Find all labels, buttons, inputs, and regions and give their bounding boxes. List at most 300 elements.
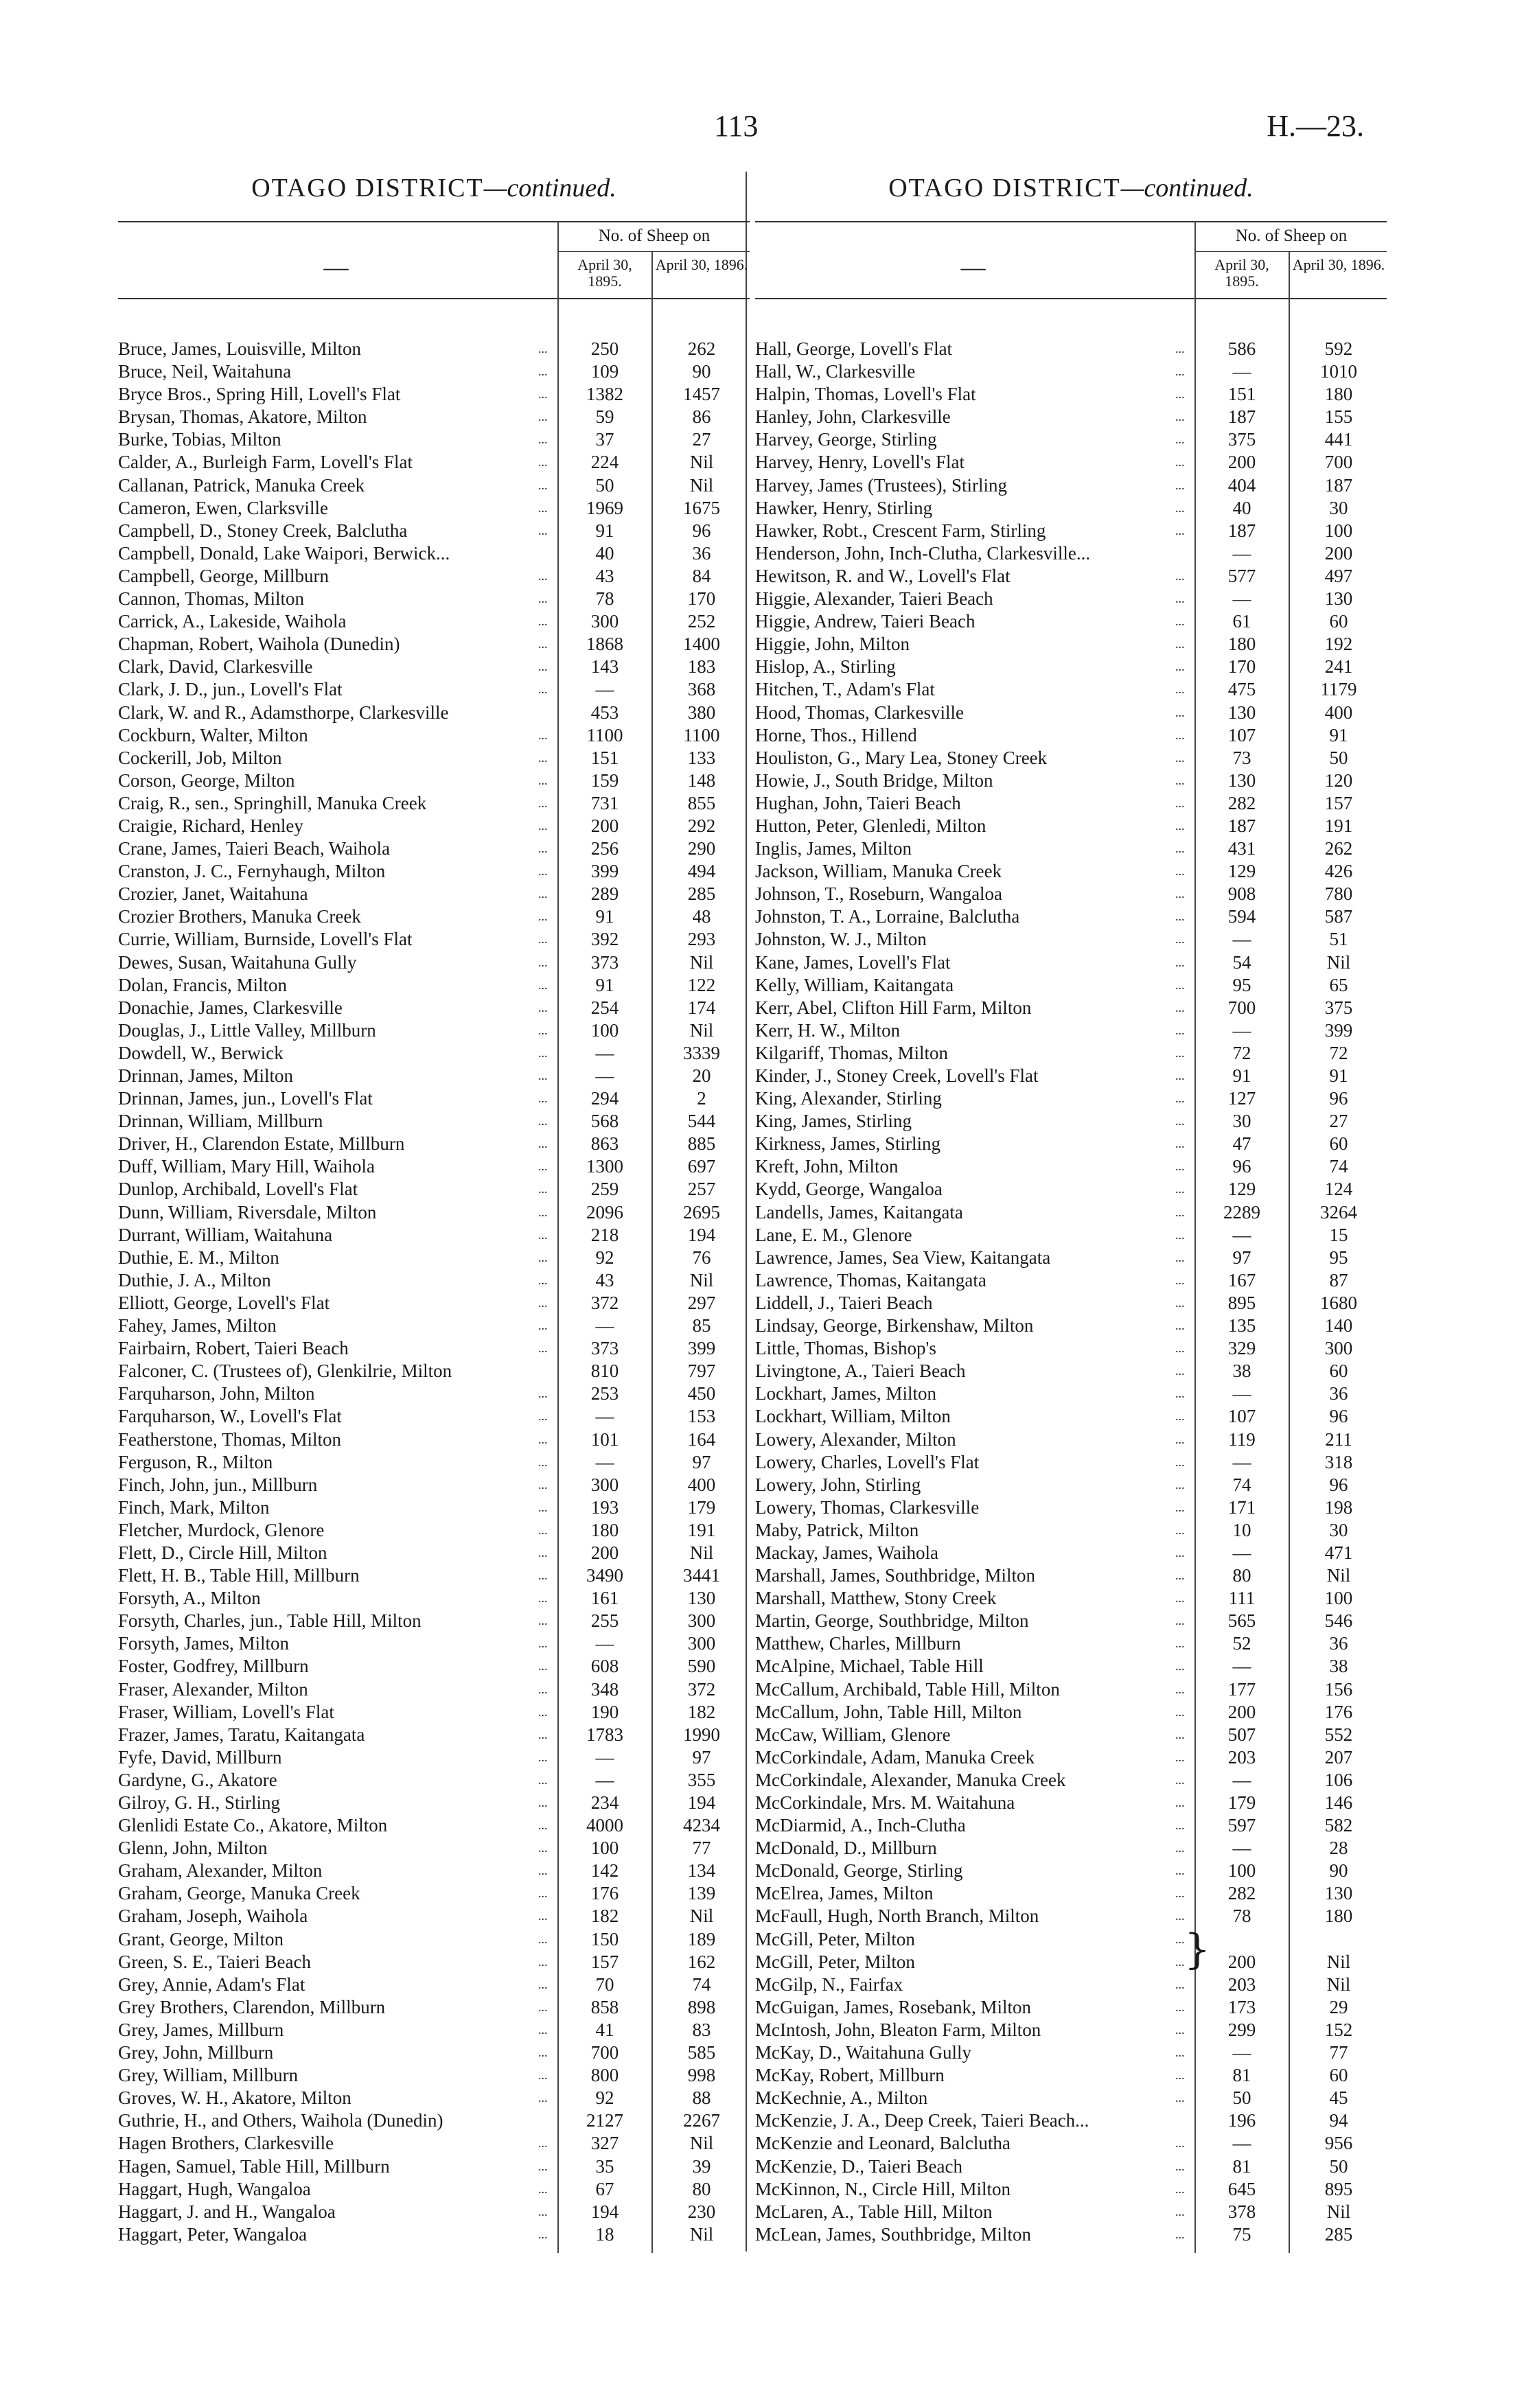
sheep-april-1895: — [595,1315,614,1336]
entry-name: McLean, James, Southbridge, Milton [755,2223,1031,2245]
table-row [118,1065,750,1087]
sheep-april-1895: 119 [1228,1428,1256,1450]
table-row [755,2223,1387,2246]
leader-dots: ... [538,2091,548,2105]
entry-name: Hutton, Peter, Glenledi, Milton [755,815,986,836]
leader-dots: ... [1175,660,1185,674]
entry-name: Lowery, Alexander, Milton [755,1428,956,1450]
entry-name: Campbell, Donald, Lake Waipori, Berwick... [118,542,450,564]
entry-name: Guthrie, H., and Others, Waihola (Dunedin) [118,2110,443,2131]
leader-dots: ... [538,2000,548,2014]
sheep-april-1896: 74 [1329,1156,1348,1177]
sheep-april-1895: 73 [1232,747,1251,768]
leader-dots: ... [538,2159,548,2173]
leader-dots: ... [538,1137,548,1151]
table-row [755,1973,1387,1996]
table-row [755,2064,1387,2087]
table-row [755,1269,1387,1292]
right-column-title [755,173,1387,203]
leader-dots: ... [1175,818,1185,833]
entry-name: Crane, James, Taieri Beach, Waihola [118,838,391,859]
leader-dots: ... [538,682,548,697]
sheep-april-1896: 1990 [683,1724,720,1745]
entry-name: Carrick, A., Lakeside, Waihola [118,611,347,632]
entry-name: Gardyne, G., Akatore [118,1769,277,1790]
sheep-april-1896: 3339 [683,1042,720,1063]
leader-dots: ... [1175,1591,1185,1606]
table-row [755,1337,1387,1360]
sheep-april-1895: — [1232,361,1251,382]
entry-name: Graham, Alexander, Milton [118,1860,323,1882]
entry-name: Harvey, Henry, Lovell's Flat [755,452,965,473]
entry-name: Kilgariff, Thomas, Milton [755,1042,948,1063]
sheep-april-1896: 86 [692,406,711,428]
sheep-april-1895: 35 [595,2155,614,2177]
sheep-april-1895: 731 [590,792,619,813]
sheep-april-1895: 1969 [586,497,623,518]
leader-dots: ... [1175,1273,1185,1287]
entry-name: Livingtone, A., Taieri Beach [755,1361,966,1382]
sheep-april-1896: 582 [1324,1815,1353,1836]
sheep-april-1896: 290 [687,838,716,859]
table-row [118,1155,750,1178]
table-row [755,1837,1387,1860]
sheep-april-1896: 355 [687,1769,716,1790]
table-row [118,2087,750,2109]
entry-name: Glenlidi Estate Co., Akatore, Milton [118,1815,388,1836]
table-row [755,905,1387,928]
entry-name: Groves, W. H., Akatore, Milton [118,2087,351,2109]
left-table-body [118,338,750,2246]
sheep-april-1896: 2267 [683,2110,720,2131]
entry-name: Little, Thomas, Bishop's [755,1338,936,1359]
sheep-april-1896: 285 [687,883,716,905]
sheep-april-1896: 194 [687,1224,716,1245]
sheep-april-1895: — [1232,1769,1251,1790]
leader-dots: ... [1175,1659,1185,1674]
sheep-april-1895: 203 [1227,1973,1256,1995]
entry-name: Hislop, A., Stirling [755,656,896,678]
table-row [118,565,750,588]
table-row [755,837,1387,860]
table-row [118,2223,750,2246]
sheep-april-1896: 130 [1324,588,1353,610]
table-row [118,1110,750,1133]
sheep-april-1895: 1868 [586,634,623,655]
sheep-april-1895: 182 [590,1906,619,1927]
table-row [755,1155,1387,1178]
leader-dots: ... [538,932,548,947]
name-column-header: — [960,253,986,281]
entry-name: Grey, John, Millburn [118,2042,274,2063]
sheep-april-1896: 179 [687,1496,716,1518]
sheep-april-1896: 1010 [1320,361,1357,382]
sheep-april-1896: Nil [1326,1565,1351,1586]
entry-name: Grey, Annie, Adam's Flat [118,1973,305,1995]
entry-name: Forsyth, James, Milton [118,1633,290,1654]
leader-dots: ... [538,1045,548,1060]
leader-dots: ... [1175,1295,1185,1310]
entry-name: McKenzie and Leonard, Balclutha [755,2133,1011,2154]
sheep-april-1895: 91 [595,906,614,927]
leader-dots: ... [538,1295,548,1310]
entry-name: Ferguson, R., Milton [118,1451,273,1472]
sheep-april-1895: 129 [1227,861,1256,882]
table-row [118,1587,750,1610]
table-row [755,951,1387,974]
leader-dots: ... [1175,2091,1185,2105]
sheep-april-1895: 75 [1232,2223,1251,2245]
entry-name: Hughan, John, Taieri Beach [755,792,961,813]
sheep-april-1896: 122 [687,974,716,995]
sheep-april-1895: 1300 [586,1156,623,1177]
leader-dots: ... [1175,1387,1185,1401]
entry-name: McElrea, James, Milton [755,1883,934,1904]
leader-dots: ... [538,1772,548,1787]
leader-dots: ... [1175,1227,1185,1242]
table-row [755,1587,1387,1610]
sheep-april-1895: 43 [595,1269,614,1290]
entry-name: Lowery, John, Stirling [755,1474,921,1495]
entry-name: Hawker, Robt., Crescent Farm, Stirling [755,520,1046,541]
leader-dots: ... [538,523,548,537]
sheep-april-1895: 67 [595,2178,614,2199]
leader-dots: ... [538,1886,548,1901]
leader-dots: ... [538,1932,548,1946]
table-row [118,383,750,406]
table-row [755,1065,1387,1087]
sheep-april-1896: 300 [687,1610,716,1632]
sheep-april-1896: 30 [1329,1519,1348,1540]
sheep-april-1896: 471 [1324,1542,1353,1563]
sheep-april-1896: 399 [687,1338,716,1359]
sheep-april-1895: 107 [1227,724,1256,745]
sheep-april-1896: 29 [1329,1996,1348,2017]
leader-dots: ... [538,1250,548,1264]
sheep-april-1896: 139 [687,1883,716,1904]
table-row [118,1996,750,2019]
sheep-april-1895: 38 [1232,1361,1251,1382]
leader-dots: ... [538,1091,548,1106]
table-row [118,2178,750,2201]
entry-name: Landells, James, Kaitangata [755,1201,963,1223]
table-row [755,1360,1387,1382]
table-row [755,928,1387,951]
table-row [118,974,750,997]
leader-dots: ... [1175,842,1185,856]
entry-name: Fraser, William, Lovell's Flat [118,1701,334,1722]
leader-dots: ... [538,1636,548,1651]
leader-dots: ... [1175,455,1185,470]
sheep-april-1895: 171 [1227,1496,1256,1518]
sheep-april-1896: 2 [697,1088,706,1109]
leader-dots: ... [1175,1977,1185,1991]
continued-label: —continued. [483,174,616,202]
table-row [755,1042,1387,1065]
sheep-april-1895: 142 [590,1860,619,1882]
group-header-rule [1196,251,1387,252]
entry-name: Fletcher, Murdock, Glenore [118,1519,325,1540]
leader-dots: ... [1175,2000,1185,2014]
sheep-april-1895: — [1232,1542,1251,1563]
sheep-april-1896: 84 [692,565,711,586]
sheep-april-1896: Nil [1326,1973,1351,1995]
sheep-april-1895: — [1232,1838,1251,1859]
leader-dots: ... [1175,773,1185,787]
page-number: 113 [714,109,759,143]
group-header-rule [559,251,750,252]
sheep-april-1895: — [1232,1224,1251,1245]
sheep-april-1895: 453 [590,702,619,723]
entry-name: Dunn, William, Riversdale, Milton [118,1201,377,1223]
sheep-april-1896: 45 [1329,2087,1348,2109]
sheep-april-1895: 253 [590,1383,619,1404]
leader-dots: ... [1175,568,1185,583]
entry-name: Burke, Tobias, Milton [118,429,281,450]
table-row [118,1632,750,1655]
sheep-april-1895: 372 [590,1292,619,1313]
sheep-april-1895: 91 [595,520,614,541]
entry-name: Craig, R., sen., Springhill, Manuka Creek [118,792,427,813]
sheep-april-1895: — [595,1746,614,1768]
table-row [118,610,750,633]
sheep-april-1896: 497 [1324,565,1353,586]
sheep-april-1896: 80 [692,2178,711,2199]
table-row [755,451,1387,474]
entry-name: McCorkindale, Adam, Manuka Creek [755,1746,1035,1768]
leader-dots: ... [1175,1727,1185,1741]
table-row [755,1882,1387,1905]
entry-name: Kreft, John, Milton [755,1156,899,1177]
sheep-april-1896: 148 [687,769,716,791]
sheep-april-1896: 546 [1324,1610,1353,1632]
leader-dots: ... [538,568,548,583]
table-row [755,1019,1387,1042]
table-row [755,1724,1387,1746]
sheep-april-1896: Nil [689,2223,714,2245]
sheep-april-1896: 895 [1324,2178,1353,2199]
entry-name: Glenn, John, Milton [118,1838,268,1859]
sheep-april-1895: 151 [1227,384,1256,405]
sheep-april-1896: 297 [687,1292,716,1313]
entry-name: Grey, James, Millburn [118,2019,284,2040]
entry-name: McCallum, Archibald, Table Hill, Milton [755,1678,1060,1700]
sheep-april-1895: 52 [1232,1633,1251,1654]
entry-name: Callanan, Patrick, Manuka Creek [118,474,365,496]
entry-name: Higgie, John, Milton [755,634,910,655]
sheep-april-1896: 592 [1324,338,1353,359]
table-row [755,860,1387,883]
table-row [755,1792,1387,1814]
table-row [755,1382,1387,1405]
leader-dots: ... [538,1796,548,1809]
table-row [118,928,750,951]
leader-dots: ... [1175,728,1185,742]
sheep-april-1896: 74 [692,1973,711,1995]
sheep-april-1896: 189 [687,1928,716,1949]
leader-dots: ... [538,1182,548,1196]
table-row [118,1951,750,1973]
entry-name: McKay, D., Waitahuna Gully [755,2042,972,2063]
table-row [118,1224,750,1247]
table-row [118,633,750,656]
sheep-april-1896: 3441 [683,1565,720,1586]
entry-name: Cranston, J. C., Fernyhaugh, Milton [118,861,386,882]
left-table-header [118,221,750,299]
sheep-april-1895: 101 [590,1428,619,1450]
sheep-april-1896: 27 [692,429,711,450]
sheep-april-1895: 37 [595,429,614,450]
table-row [118,2155,750,2178]
sheep-april-1896: 174 [687,997,716,1018]
sheep-april-1896: 97 [692,1746,711,1768]
entry-name: Cameron, Ewen, Clarksville [118,497,328,518]
entry-name: Lawrence, Thomas, Kaitangata [755,1269,986,1290]
sheep-april-1896: 300 [1324,1338,1353,1359]
sheep-april-1895: 92 [595,2087,614,2109]
sheep-april-1896: Nil [689,1269,714,1290]
leader-dots: ... [1175,1114,1185,1128]
entry-name: Dunlop, Archibald, Lovell's Flat [118,1179,358,1200]
table-row [118,1814,750,1837]
entry-name: McGill, Peter, Milton [755,1951,915,1972]
sheep-april-1896: 262 [1324,838,1353,859]
table-row [755,360,1387,383]
entry-name: Foster, Godfrey, Millburn [118,1656,309,1677]
sheep-april-1896: 544 [687,1111,716,1132]
entry-name: Matthew, Charles, Millburn [755,1633,961,1654]
sheep-april-1896: 27 [1329,1111,1348,1132]
entry-name: Cockburn, Walter, Milton [118,724,308,745]
table-row [755,1133,1387,1155]
entry-name: Graham, George, Manuka Creek [118,1883,360,1904]
sheep-april-1895: — [1232,1451,1251,1472]
table-row [755,1496,1387,1519]
table-row [755,1564,1387,1587]
entry-name: Duff, William, Mary Hill, Waihola [118,1156,375,1177]
sheep-april-1896: 898 [687,1996,716,2017]
entry-name: McIntosh, John, Bleaton Farm, Milton [755,2019,1041,2040]
sheep-april-1895: 224 [590,452,619,473]
table-row [118,747,750,769]
sheep-april-1895: 187 [1227,520,1256,541]
leader-dots: ... [1175,910,1185,924]
sheep-april-1896: 76 [692,1247,711,1268]
table-row [118,1905,750,1927]
sheep-april-1896: 252 [687,611,716,632]
table-row [118,1860,750,1882]
sheep-april-1896: 85 [692,1315,711,1336]
leader-dots: ... [538,614,548,629]
sheep-april-1896: 380 [687,702,716,723]
table-row [118,1292,750,1315]
entry-name: Martin, George, Southbridge, Milton [755,1610,1029,1632]
table-row [755,1451,1387,1474]
leader-dots: ... [1175,1886,1185,1901]
sheep-april-1896: 124 [1324,1179,1353,1200]
entry-name: Lindsay, George, Birkenshaw, Milton [755,1315,1034,1336]
sheep-april-1895: 200 [1227,1701,1256,1722]
table-row [118,1042,750,1065]
left-column-title [118,173,750,203]
entry-name: Clark, David, Clarkesville [118,656,313,678]
sheep-april-1895: 187 [1227,406,1256,428]
sheep-april-1895: 130 [1227,769,1256,791]
sheep-april-1895: 196 [1227,2110,1256,2131]
leader-dots: ... [538,637,548,651]
right-table-body [755,338,1387,2246]
leader-dots: ... [538,1659,548,1674]
leader-dots: ... [1175,977,1185,992]
sheep-april-1895: 282 [1227,792,1256,813]
table-row [118,2041,750,2064]
leader-dots: ... [538,864,548,879]
table-row [118,1678,750,1701]
sheep-april-1896: 552 [1324,1724,1353,1745]
sheep-april-1895: 259 [590,1179,619,1200]
sheep-april-1896: 91 [1329,1065,1348,1086]
entry-name: McKechnie, A., Milton [755,2087,928,2109]
entry-name: McGill, Peter, Milton [755,1928,915,1949]
sheep-april-1896: Nil [689,474,714,496]
sheep-april-1896: 60 [1329,611,1348,632]
table-row [755,2155,1387,2178]
sheep-april-1895: 59 [595,406,614,428]
entry-name: Dewes, Susan, Waitahuna Gully [118,951,357,973]
leader-dots: ... [538,977,548,992]
leader-dots: ... [1175,1932,1185,1946]
leader-dots: ... [538,773,548,787]
sheep-april-1896: Nil [689,951,714,973]
sheep-april-1896: 28 [1329,1838,1348,1859]
entry-name: Hanley, John, Clarkesville [755,406,951,428]
sheep-april-1895: 399 [590,861,619,882]
leader-dots: ... [538,1455,548,1469]
table-row [118,1451,750,1474]
entry-name: McAlpine, Michael, Table Hill [755,1656,984,1677]
entry-name: Hagen Brothers, Clarkesville [118,2133,334,2154]
sheep-april-1895: — [1232,1656,1251,1677]
april-1896-header: April 30, 1896. [655,256,748,273]
table-row [118,1474,750,1496]
sheep-april-1896: 156 [1324,1678,1353,1700]
leader-dots: ... [538,818,548,833]
table-row [118,656,750,678]
sheep-april-1895: 130 [1227,702,1256,723]
leader-dots: ... [1175,887,1185,901]
sheep-april-1895: 2127 [586,2110,623,2131]
sheep-april-1896: 292 [687,815,716,836]
table-row [118,951,750,974]
sheep-count-group-header: No. of Sheep on [1235,227,1348,245]
leader-dots: ... [1175,2181,1185,2196]
table-row [118,1382,750,1405]
leader-dots: ... [538,1704,548,1719]
leader-dots: ... [538,2181,548,2196]
entry-name: McGuigan, James, Rosebank, Milton [755,1996,1031,2017]
leader-dots: ... [538,364,548,379]
sheep-april-1895: 908 [1227,883,1256,905]
sheep-april-1896: 100 [1324,520,1353,541]
entry-name: Duthie, J. A., Milton [118,1269,271,1290]
entry-name: Henderson, John, Inch-Clutha, Clarkesville... [755,542,1091,564]
entry-name: Clark, J. D., jun., Lovell's Flat [118,679,343,700]
sheep-april-1895: 431 [1227,838,1256,859]
sheep-april-1896: 77 [1329,2042,1348,2063]
entry-name: Corson, George, Milton [118,769,295,791]
sheep-april-1895: — [1232,929,1251,950]
entry-name: Bruce, James, Louisville, Milton [118,338,361,359]
